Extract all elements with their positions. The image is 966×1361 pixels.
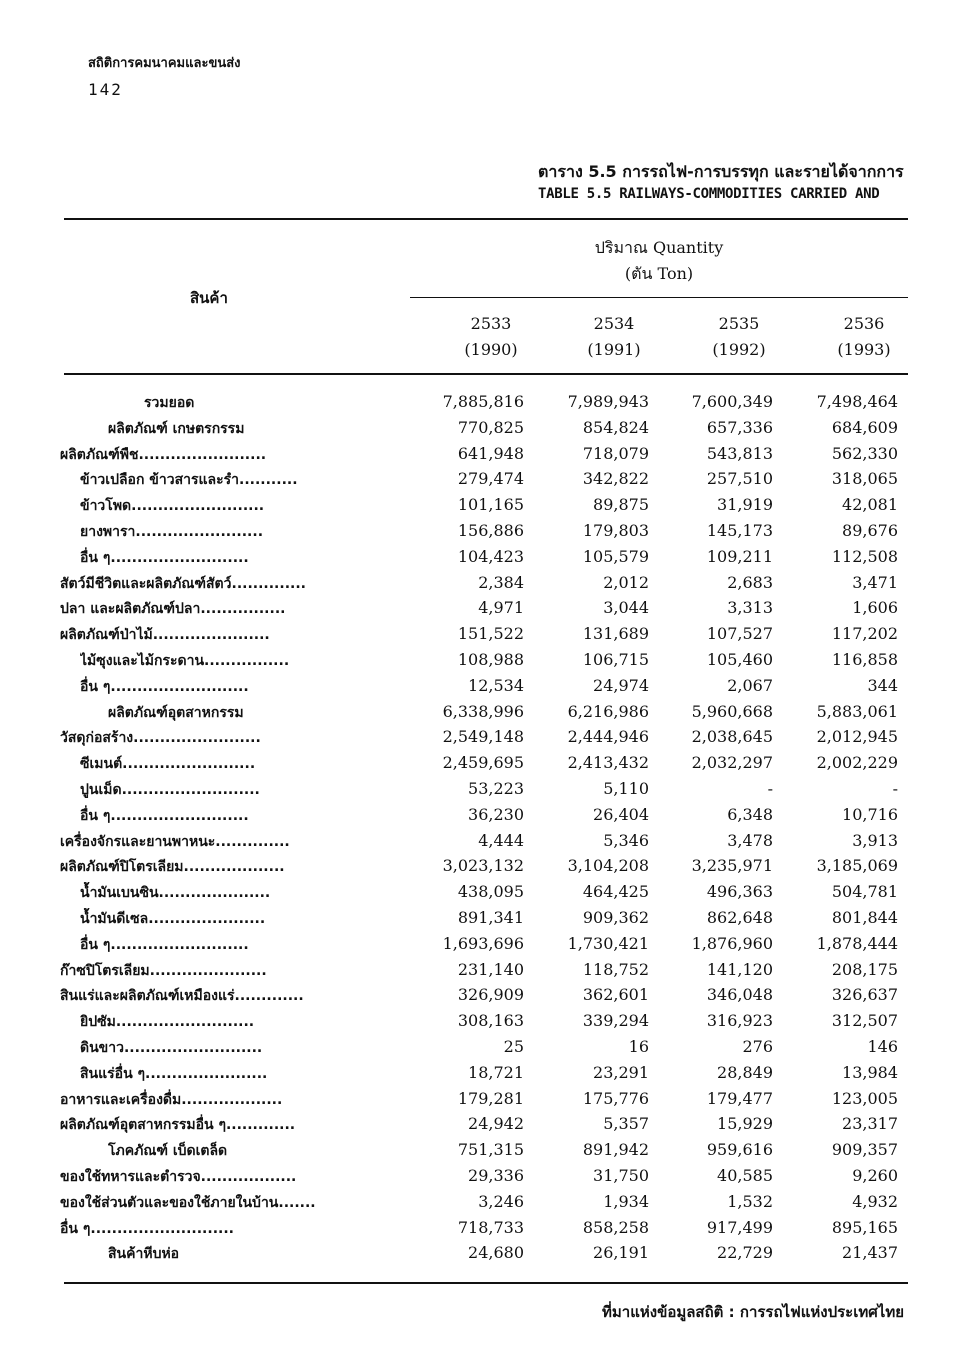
row-value: 854,824 xyxy=(582,417,649,437)
row-value: 3,246 xyxy=(478,1191,524,1211)
row-value: - xyxy=(767,779,773,798)
row-value: 2,002,229 xyxy=(816,753,898,773)
row-value: 1,876,960 xyxy=(691,933,773,953)
row-value: 438,095 xyxy=(457,882,524,902)
row-value: 7,600,349 xyxy=(691,392,773,411)
row-value: 2,038,645 xyxy=(691,727,773,747)
table-row xyxy=(0,1009,966,1035)
row-value: 31,750 xyxy=(593,1166,649,1185)
row-value: 5,110 xyxy=(603,779,649,798)
table-row xyxy=(0,906,966,932)
table-row xyxy=(0,596,966,622)
row-value: 1,606 xyxy=(852,598,898,618)
row-label: อาหารและเครื่องดื่ม................... xyxy=(60,1091,283,1108)
row-value: 3,044 xyxy=(603,598,649,618)
row-label: น้ำมันดีเซล...................... xyxy=(80,911,266,927)
row-label: ผลิตภัณฑ์อุตสาหกรรมอื่น ๆ............. xyxy=(60,1117,296,1134)
row-value: 175,776 xyxy=(582,1088,649,1108)
source-note: ที่มาแห่งข้อมูลสถิติ : การรถไฟแห่งประเทศไทย xyxy=(602,1303,904,1321)
row-value: 718,733 xyxy=(457,1217,524,1237)
row-label: ยิปซัม.......................... xyxy=(80,1014,255,1031)
row-value: 42,081 xyxy=(842,495,898,515)
row-value: 18,721 xyxy=(468,1062,524,1082)
row-label: ผลิตภัณฑ์ปิโตรเลียม................... xyxy=(60,859,285,876)
table-row xyxy=(0,958,966,984)
row-label: อื่น ๆ.......................... xyxy=(80,936,249,953)
table-row xyxy=(0,622,966,648)
table-row xyxy=(0,725,966,751)
row-value: 543,813 xyxy=(706,443,773,463)
row-value: 24,942 xyxy=(468,1114,524,1134)
row-value: 312,507 xyxy=(831,1011,898,1031)
row-value: 104,423 xyxy=(457,546,524,566)
table-row xyxy=(0,1087,966,1113)
row-value: 1,878,444 xyxy=(816,933,898,953)
row-value: 7,885,816 xyxy=(442,392,524,411)
row-value: 279,474 xyxy=(457,469,524,489)
row-value: 1,693,696 xyxy=(442,933,524,953)
quantity-group-header: ปริมาณ Quantity xyxy=(594,238,724,257)
table-row xyxy=(0,416,966,442)
row-value: 231,140 xyxy=(457,959,524,979)
row-value: 362,601 xyxy=(582,985,649,1005)
row-value: 326,909 xyxy=(457,985,524,1005)
year-header-en: (1991) xyxy=(587,340,641,359)
row-value: 4,932 xyxy=(852,1191,898,1211)
row-value: 1,934 xyxy=(603,1191,649,1211)
row-value: 6,348 xyxy=(727,804,773,824)
running-title: สถิติการคมนาคมและขนส่ง xyxy=(88,56,241,71)
row-value: 891,341 xyxy=(457,908,524,927)
row-value: 26,404 xyxy=(593,804,649,824)
row-value: 2,012,945 xyxy=(816,727,898,747)
row-value: 7,989,943 xyxy=(567,392,649,411)
row-label: สินแร่และผลิตภัณฑ์เหมืองแร่............. xyxy=(60,988,304,1005)
row-value: 53,223 xyxy=(468,779,524,798)
row-value: 917,499 xyxy=(706,1217,773,1237)
row-label: ยางพารา........................ xyxy=(80,524,264,540)
year-header-th: 2533 xyxy=(470,314,512,333)
row-value: 909,362 xyxy=(582,908,649,927)
table-row xyxy=(0,390,966,416)
row-value: 276 xyxy=(742,1037,773,1056)
row-value: 1,532 xyxy=(727,1191,773,1211)
row-value: 21,437 xyxy=(842,1243,898,1263)
row-value: 5,357 xyxy=(603,1114,649,1134)
row-value: 179,477 xyxy=(706,1088,773,1108)
row-value: 801,844 xyxy=(831,908,898,927)
row-value: 308,163 xyxy=(457,1011,524,1031)
row-value: 3,104,208 xyxy=(567,856,649,876)
table-row xyxy=(0,571,966,597)
row-value: 9,260 xyxy=(852,1166,898,1185)
year-header-th: 2536 xyxy=(843,314,885,333)
row-label: ก๊าซปิโตรเลียม...................... xyxy=(60,962,267,979)
row-value: 316,923 xyxy=(706,1011,773,1031)
table-row xyxy=(0,1241,966,1267)
row-value: 5,960,668 xyxy=(691,701,773,721)
row-value: 89,676 xyxy=(842,521,898,540)
row-value: 141,120 xyxy=(706,959,773,979)
row-value: 2,549,148 xyxy=(442,727,524,747)
row-label: ซีเมนต์......................... xyxy=(80,756,256,773)
row-value: 858,258 xyxy=(582,1217,649,1237)
row-value: 3,235,971 xyxy=(691,856,773,876)
row-value: 1,730,421 xyxy=(567,933,649,953)
row-value: 109,211 xyxy=(706,546,773,566)
row-value: 4,971 xyxy=(478,598,524,618)
bottom-rule xyxy=(64,1282,908,1284)
row-value: 179,281 xyxy=(457,1088,524,1108)
row-value: 7,498,464 xyxy=(816,392,898,411)
row-label: ของใช้ทหารและตำรวจ.................. xyxy=(60,1169,297,1185)
row-value: 344 xyxy=(867,675,898,695)
table-row xyxy=(0,880,966,906)
row-value: 89,875 xyxy=(593,495,649,515)
row-value: 123,005 xyxy=(831,1088,898,1108)
table-row xyxy=(0,854,966,880)
row-label: อื่น ๆ.......................... xyxy=(80,678,249,695)
year-header-th: 2535 xyxy=(718,314,760,333)
row-value: 23,317 xyxy=(842,1114,898,1134)
row-value: 117,202 xyxy=(831,624,898,644)
row-label: ไม้ซุงและไม้กระดาน................ xyxy=(80,653,290,669)
row-value: 3,023,132 xyxy=(442,856,524,876)
row-label: ผลิตภัณฑ์อุตสาหกรรม xyxy=(108,704,244,721)
row-value: 107,527 xyxy=(706,624,773,644)
row-value: 28,849 xyxy=(717,1062,773,1082)
row-value: 2,032,297 xyxy=(691,753,773,773)
year-header-en: (1992) xyxy=(712,340,766,359)
row-value: 5,346 xyxy=(603,830,649,850)
table-row xyxy=(0,700,966,726)
row-label: อื่น ๆ........................... xyxy=(60,1220,234,1237)
year-header-en: (1990) xyxy=(464,340,518,359)
year-header-en: (1993) xyxy=(837,340,891,359)
table-row xyxy=(0,648,966,674)
row-value: 36,230 xyxy=(468,804,524,824)
row-value: 6,216,986 xyxy=(567,701,649,721)
row-value: 2,683 xyxy=(727,572,773,592)
row-label: เครื่องจักรและยานพาหนะ.............. xyxy=(60,833,290,850)
row-label: ดินขาว.......................... xyxy=(80,1040,263,1056)
table-row xyxy=(0,1035,966,1061)
row-label: น้ำมันเบนซิน..................... xyxy=(80,885,271,902)
table-row xyxy=(0,674,966,700)
row-value: 29,336 xyxy=(468,1166,524,1185)
year-header-th: 2534 xyxy=(593,314,635,333)
row-value: 106,715 xyxy=(582,650,649,669)
row-value: 4,444 xyxy=(478,830,524,850)
row-value: 6,338,996 xyxy=(442,701,524,721)
row-value: 641,948 xyxy=(457,443,524,463)
row-value: 118,752 xyxy=(582,959,649,979)
row-value: 464,425 xyxy=(582,882,649,902)
row-label: สินค้าหีบห่อ xyxy=(108,1246,180,1263)
row-value: 909,357 xyxy=(831,1140,898,1160)
page-number: 142 xyxy=(88,80,123,99)
row-value: 40,585 xyxy=(717,1166,773,1185)
row-label: ปูนเม็ด.......................... xyxy=(80,782,260,798)
row-value: 116,858 xyxy=(831,650,898,669)
top-rule xyxy=(64,218,908,220)
row-value: 2,012 xyxy=(603,572,649,592)
table-row xyxy=(0,983,966,1009)
row-value: 5,883,061 xyxy=(816,701,898,721)
row-value: 15,929 xyxy=(717,1114,773,1134)
row-value: 2,444,946 xyxy=(567,727,649,747)
row-label: ผลิตภัณฑ์ป่าไม้...................... xyxy=(60,627,270,644)
row-value: 16 xyxy=(628,1037,649,1056)
row-value: 770,825 xyxy=(457,417,524,437)
row-value: 31,919 xyxy=(717,495,773,515)
row-value: 12,534 xyxy=(468,675,524,695)
table-row xyxy=(0,751,966,777)
table-title-thai: ตาราง 5.5 การรถไฟ-การบรรทุก และรายได้จากการ xyxy=(538,162,904,181)
row-value: 895,165 xyxy=(831,1217,898,1237)
row-label: ข้าวเปลือก ข้าวสารและรำ........... xyxy=(80,472,298,489)
row-value: 24,974 xyxy=(593,675,649,695)
row-label: ผลิตภัณฑ์ เกษตรกรรม xyxy=(108,420,245,437)
row-label: อื่น ๆ.......................... xyxy=(80,807,249,824)
row-value: 3,313 xyxy=(727,598,773,618)
row-value: 105,579 xyxy=(582,546,649,566)
row-value: 562,330 xyxy=(831,443,898,463)
row-label: อื่น ๆ.......................... xyxy=(80,549,249,566)
row-value: 179,803 xyxy=(582,521,649,540)
row-value: 339,294 xyxy=(582,1011,649,1031)
row-value: 131,689 xyxy=(582,624,649,644)
row-label: ของใช้ส่วนตัวและของใช้ภายในบ้าน....... xyxy=(60,1194,316,1211)
row-value: 862,648 xyxy=(706,908,773,927)
table-row xyxy=(0,777,966,803)
table-row xyxy=(0,519,966,545)
row-value: 25 xyxy=(503,1037,524,1056)
row-value: 3,471 xyxy=(852,572,898,592)
row-value: 112,508 xyxy=(831,546,898,566)
group-rule xyxy=(410,297,908,298)
row-value: 26,191 xyxy=(593,1243,649,1263)
row-value: 2,413,432 xyxy=(567,753,649,773)
row-value: 146 xyxy=(867,1037,898,1056)
row-value: 208,175 xyxy=(831,959,898,979)
row-value: 751,315 xyxy=(457,1140,524,1160)
row-value: 24,680 xyxy=(468,1243,524,1263)
row-value: 342,822 xyxy=(582,469,649,489)
row-label: ข้าวโพด......................... xyxy=(80,498,265,515)
row-value: 684,609 xyxy=(831,417,898,437)
table-row xyxy=(0,1061,966,1087)
row-value: 2,384 xyxy=(478,572,524,592)
row-value: 23,291 xyxy=(593,1062,649,1082)
row-value: 257,510 xyxy=(706,469,773,489)
table-row xyxy=(0,545,966,571)
row-value: 496,363 xyxy=(706,882,773,902)
row-label: วัสดุก่อสร้าง........................ xyxy=(60,730,261,747)
row-label: ผลิตภัณฑ์พืช........................ xyxy=(60,446,267,463)
row-value: 959,616 xyxy=(706,1140,773,1160)
row-value: 346,048 xyxy=(706,985,773,1005)
table-row xyxy=(0,803,966,829)
row-value: 105,460 xyxy=(706,650,773,669)
row-value: 108,988 xyxy=(457,650,524,669)
row-value: 891,942 xyxy=(582,1140,649,1160)
stub-header: สินค้า xyxy=(190,289,228,307)
table-row xyxy=(0,442,966,468)
row-value: 504,781 xyxy=(831,882,898,902)
row-value: 326,637 xyxy=(831,985,898,1005)
row-value: 3,185,069 xyxy=(816,856,898,876)
row-value: - xyxy=(892,779,898,798)
table-row xyxy=(0,1216,966,1242)
row-value: 2,459,695 xyxy=(442,753,524,773)
table-row xyxy=(0,1190,966,1216)
table-row xyxy=(0,493,966,519)
row-label: สัตว์มีชีวิตและผลิตภัณฑ์สัตว์.............. xyxy=(60,575,306,592)
table-row xyxy=(0,1138,966,1164)
row-value: 145,173 xyxy=(706,521,773,540)
row-value: 151,522 xyxy=(457,624,524,644)
row-value: 13,984 xyxy=(842,1062,898,1082)
row-label: รวมยอด xyxy=(144,395,195,411)
row-value: 3,913 xyxy=(852,830,898,850)
row-value: 101,165 xyxy=(457,495,524,515)
row-label: ปลา และผลิตภัณฑ์ปลา................ xyxy=(60,601,286,618)
row-value: 318,065 xyxy=(831,469,898,489)
row-value: 10,716 xyxy=(842,804,898,824)
table-row xyxy=(0,467,966,493)
row-value: 718,079 xyxy=(582,443,649,463)
table-row xyxy=(0,1112,966,1138)
row-value: 156,886 xyxy=(457,521,524,540)
row-value: 3,478 xyxy=(727,830,773,850)
quantity-unit: (ตัน Ton) xyxy=(624,264,694,283)
table-row xyxy=(0,932,966,958)
table-title-english: TABLE 5.5 RAILWAYS-COMMODITIES CARRIED AND xyxy=(538,186,880,202)
row-label: โภคภัณฑ์ เบ็ดเตล็ด xyxy=(108,1143,228,1160)
row-value: 22,729 xyxy=(717,1243,773,1263)
header-rule xyxy=(64,373,908,375)
table-row xyxy=(0,1164,966,1190)
row-label: สินแร่อื่น ๆ....................... xyxy=(80,1065,268,1082)
row-value: 657,336 xyxy=(706,417,773,437)
table-row xyxy=(0,829,966,855)
row-value: 2,067 xyxy=(727,675,773,695)
